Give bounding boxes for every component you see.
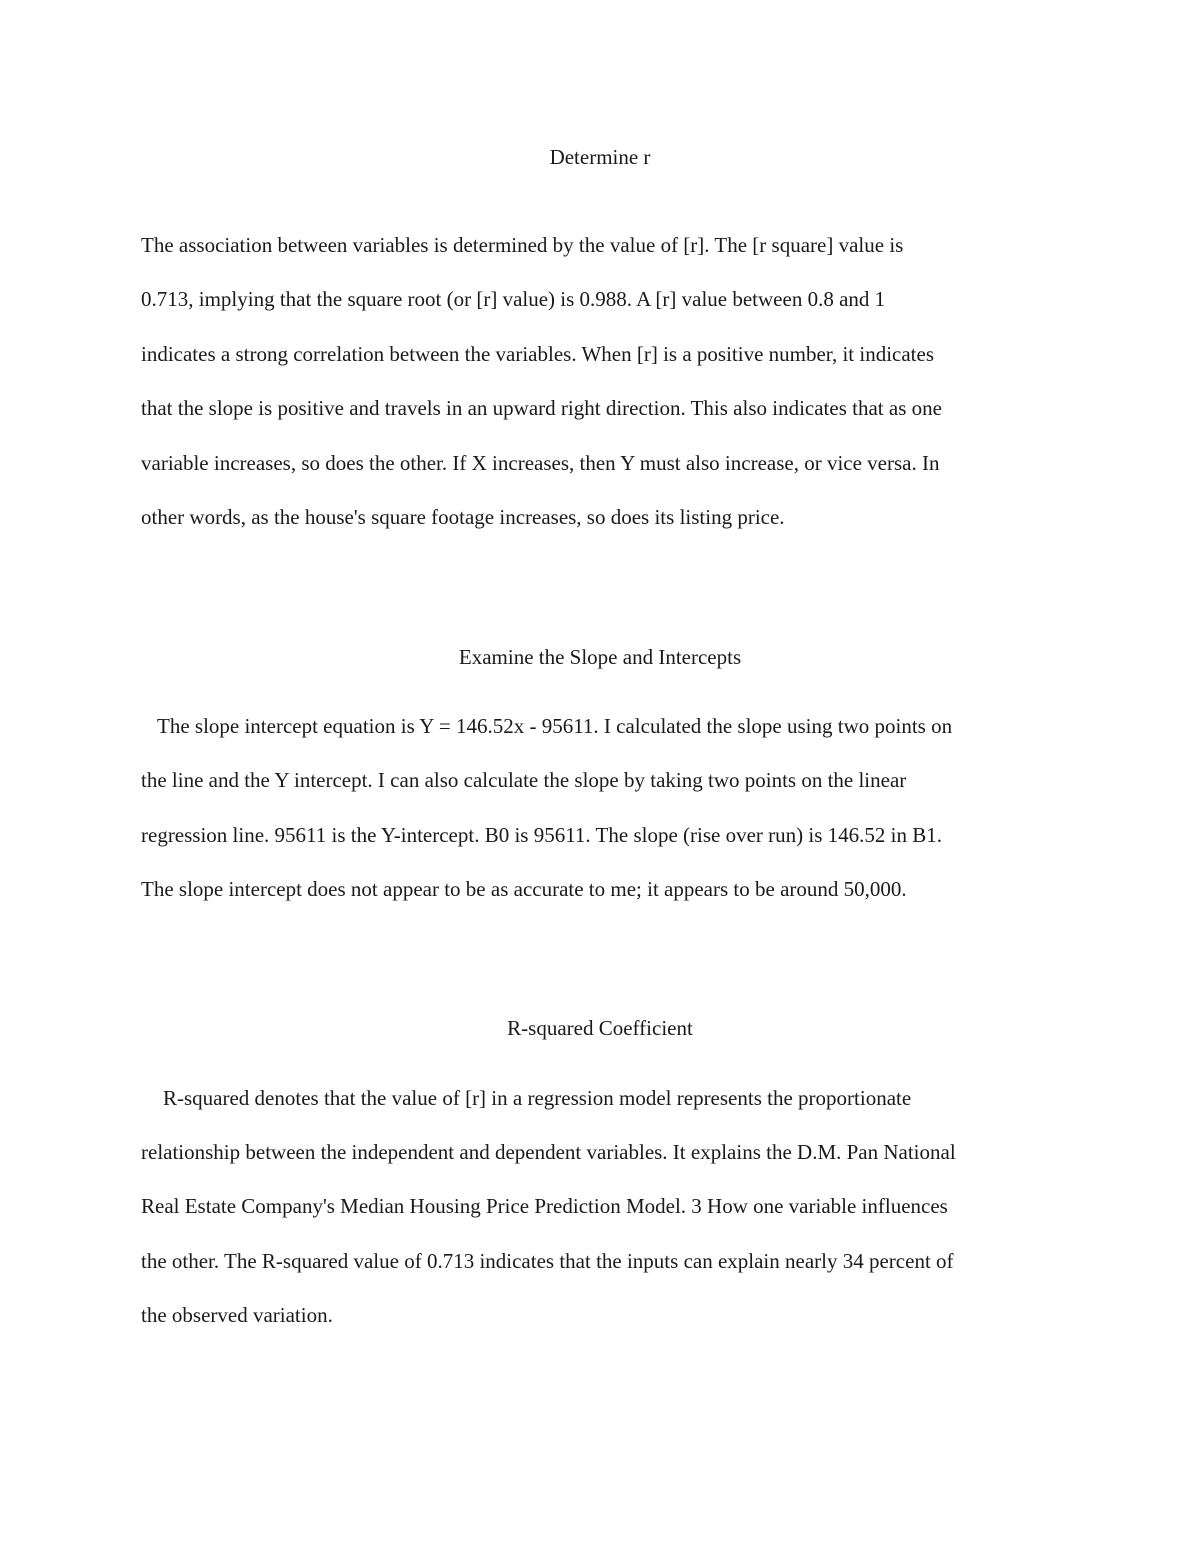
paragraph-line: The association between variables is determined by the value of [r]. The [r square] value is — [141, 233, 904, 257]
paragraph-line: regression line. 95611 is the Y-intercept. B0 is 95611. The slope (rise over run) is 146.52 in B1. — [141, 823, 942, 847]
section-heading-slope-intercepts: Examine the Slope and Intercepts — [458, 645, 742, 669]
paragraph-line: The slope intercept does not appear to be as accurate to me; it appears to be around 50,000. — [141, 877, 907, 901]
section-heading-r-squared: R-squared Coefficient — [507, 1016, 693, 1040]
paragraph-line: The slope intercept equation is Y = 146.52x - 95611. I calculated the slope using two points on — [157, 714, 953, 738]
paragraph-line: Real Estate Company's Median Housing Price Prediction Model. 3 How one variable influences — [141, 1194, 948, 1218]
paragraph-line: R-squared denotes that the value of [r] in a regression model represents the proportionate — [163, 1086, 912, 1110]
paragraph-line: that the slope is positive and travels in an upward right direction. This also indicates that as one — [141, 396, 942, 420]
paragraph-line: the line and the Y intercept. I can also calculate the slope by taking two points on the linear — [141, 768, 907, 792]
paragraph-line: relationship between the independent and dependent variables. It explains the D.M. Pan National — [141, 1140, 956, 1164]
section-heading-determine-r: Determine r — [549, 145, 651, 169]
paragraph-line: the observed variation. — [141, 1303, 333, 1327]
paragraph-line: 0.713, implying that the square root (or [r] value) is 0.988. A [r] value between 0.8 and 1 — [141, 287, 886, 311]
paragraph-line: variable increases, so does the other. If X increases, then Y must also increase, or vice versa. In — [141, 451, 940, 475]
paragraph-line: indicates a strong correlation between the variables. When [r] is a positive number, it indicates — [141, 342, 935, 366]
paragraph-line: the other. The R-squared value of 0.713 indicates that the inputs can explain nearly 34 percent of — [141, 1249, 954, 1273]
paragraph-line: other words, as the house's square footage increases, so does its listing price. — [141, 505, 785, 529]
